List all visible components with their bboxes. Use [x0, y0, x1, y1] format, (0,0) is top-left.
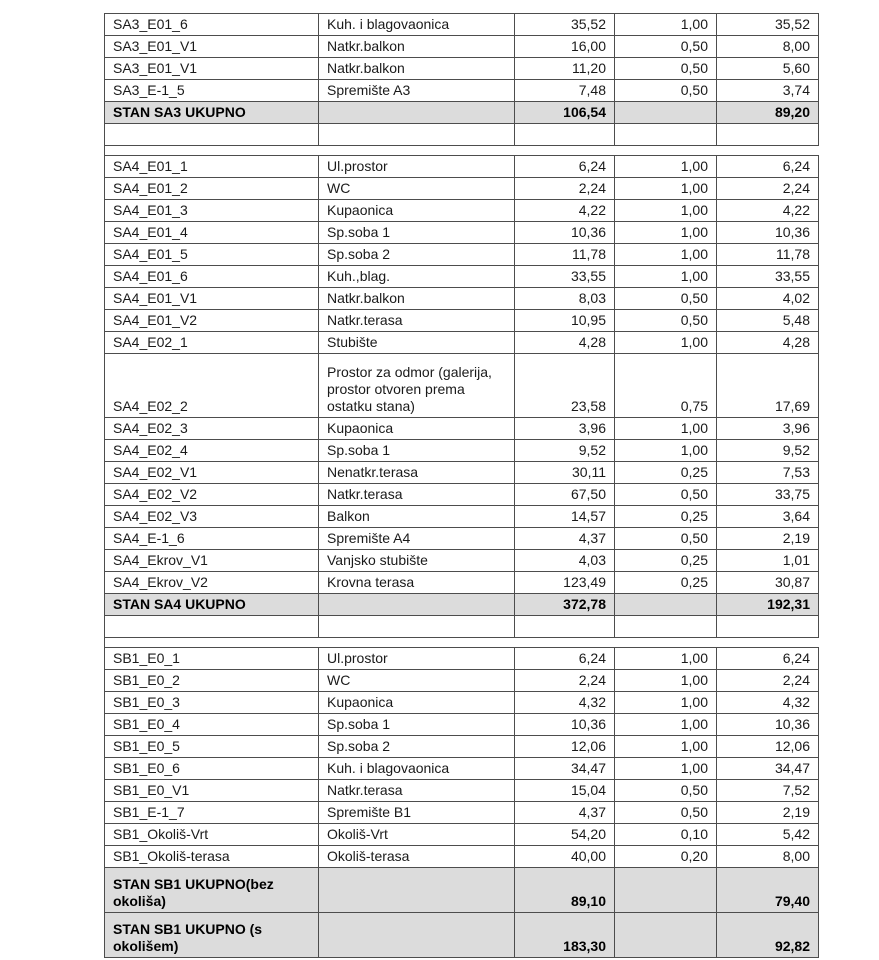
table-row — [105, 244, 819, 266]
area-cell: 4,37 — [515, 528, 615, 550]
table-row — [105, 58, 819, 80]
code-cell: SB1_E-1_7 — [105, 802, 319, 824]
empty-cell — [615, 124, 717, 146]
area-cell: 3,96 — [515, 418, 615, 440]
empty-cell — [515, 124, 615, 146]
coefficient-cell: 0,50 — [615, 36, 717, 58]
summary-label-cell: STAN SA3 UKUPNO — [105, 102, 319, 124]
description-cell: Okoliš-terasa — [319, 846, 515, 868]
spacer-row — [105, 124, 819, 146]
code-cell: SA4_E02_V2 — [105, 484, 319, 506]
area-cell: 10,95 — [515, 310, 615, 332]
table-row — [105, 156, 819, 178]
description-cell — [319, 102, 515, 124]
coefficient-cell: 0,50 — [615, 288, 717, 310]
description-cell: Spremište B1 — [319, 802, 515, 824]
reduced-area-cell: 4,32 — [717, 692, 819, 714]
area-cell: 183,30 — [515, 913, 615, 958]
reduced-area-cell: 89,20 — [717, 102, 819, 124]
table-row — [105, 14, 819, 36]
reduced-area-cell: 3,96 — [717, 418, 819, 440]
reduced-area-cell: 4,02 — [717, 288, 819, 310]
reduced-area-cell: 192,31 — [717, 594, 819, 616]
reduced-area-cell: 10,36 — [717, 222, 819, 244]
reduced-area-cell: 8,00 — [717, 846, 819, 868]
area-cell: 11,20 — [515, 58, 615, 80]
description-cell: Kuh. i blagovaonica — [319, 758, 515, 780]
description-cell: Sp.soba 2 — [319, 736, 515, 758]
reduced-area-cell: 3,64 — [717, 506, 819, 528]
reduced-area-cell: 4,22 — [717, 200, 819, 222]
empty-cell — [615, 616, 717, 638]
table-row — [105, 354, 819, 418]
description-cell: Kuh. i blagovaonica — [319, 14, 515, 36]
table-row — [105, 736, 819, 758]
reduced-area-cell: 7,52 — [717, 780, 819, 802]
coefficient-cell — [615, 913, 717, 958]
coefficient-cell: 1,00 — [615, 418, 717, 440]
description-cell: Stubište — [319, 332, 515, 354]
area-cell: 4,03 — [515, 550, 615, 572]
area-calculation-table — [104, 13, 818, 958]
reduced-area-cell: 2,24 — [717, 670, 819, 692]
table-row — [105, 484, 819, 506]
area-cell: 15,04 — [515, 780, 615, 802]
code-cell: SB1_E0_2 — [105, 670, 319, 692]
coefficient-cell: 1,00 — [615, 244, 717, 266]
table-row — [105, 824, 819, 846]
code-cell: SA3_E01_V1 — [105, 36, 319, 58]
description-cell: Ul.prostor — [319, 156, 515, 178]
description-cell: Prostor za odmor (galerija, prostor otvoren prema ostatku stana) — [319, 354, 515, 418]
code-cell: SB1_Okoliš-Vrt — [105, 824, 319, 846]
coefficient-cell: 1,00 — [615, 670, 717, 692]
description-cell — [319, 594, 515, 616]
reduced-area-cell: 5,48 — [717, 310, 819, 332]
coefficient-cell: 0,25 — [615, 506, 717, 528]
coefficient-cell: 1,00 — [615, 178, 717, 200]
coefficient-cell: 0,50 — [615, 802, 717, 824]
coefficient-cell: 0,25 — [615, 572, 717, 594]
coefficient-cell: 0,25 — [615, 550, 717, 572]
area-cell: 35,52 — [515, 14, 615, 36]
description-cell: Nenatkr.terasa — [319, 462, 515, 484]
coefficient-cell — [615, 868, 717, 913]
table-row — [105, 200, 819, 222]
code-cell: SA4_E01_V1 — [105, 288, 319, 310]
reduced-area-cell: 1,01 — [717, 550, 819, 572]
summary-row — [105, 594, 819, 616]
description-cell: WC — [319, 178, 515, 200]
code-cell: SA4_E01_2 — [105, 178, 319, 200]
description-cell: Kupaonica — [319, 200, 515, 222]
description-cell: Natkr.balkon — [319, 36, 515, 58]
empty-cell — [319, 124, 515, 146]
table-row — [105, 178, 819, 200]
section-gap — [104, 146, 818, 155]
description-cell: Natkr.terasa — [319, 310, 515, 332]
section-table-sa3 — [104, 13, 819, 146]
code-cell: SA3_E01_6 — [105, 14, 319, 36]
area-cell: 2,24 — [515, 178, 615, 200]
table-row — [105, 572, 819, 594]
description-cell: Balkon — [319, 506, 515, 528]
empty-cell — [105, 124, 319, 146]
area-cell: 6,24 — [515, 156, 615, 178]
area-cell: 123,49 — [515, 572, 615, 594]
description-cell: Ul.prostor — [319, 648, 515, 670]
code-cell: SA3_E-1_5 — [105, 80, 319, 102]
reduced-area-cell: 17,69 — [717, 354, 819, 418]
coefficient-cell: 0,75 — [615, 354, 717, 418]
description-cell — [319, 913, 515, 958]
table-row — [105, 780, 819, 802]
coefficient-cell: 0,50 — [615, 58, 717, 80]
reduced-area-cell: 8,00 — [717, 36, 819, 58]
code-cell: SB1_E0_5 — [105, 736, 319, 758]
code-cell: SA4_E01_4 — [105, 222, 319, 244]
empty-cell — [319, 616, 515, 638]
description-cell: WC — [319, 670, 515, 692]
coefficient-cell: 1,00 — [615, 692, 717, 714]
summary-row — [105, 102, 819, 124]
reduced-area-cell: 35,52 — [717, 14, 819, 36]
code-cell: SA4_Ekrov_V1 — [105, 550, 319, 572]
area-cell: 34,47 — [515, 758, 615, 780]
table-row — [105, 648, 819, 670]
code-cell: SB1_Okoliš-terasa — [105, 846, 319, 868]
code-cell: SA4_E01_1 — [105, 156, 319, 178]
reduced-area-cell: 4,28 — [717, 332, 819, 354]
description-cell — [319, 868, 515, 913]
table-row — [105, 714, 819, 736]
table-row — [105, 758, 819, 780]
reduced-area-cell: 10,36 — [717, 714, 819, 736]
code-cell: SA4_E01_V2 — [105, 310, 319, 332]
table-row — [105, 418, 819, 440]
empty-cell — [717, 616, 819, 638]
code-cell: SA4_E02_V1 — [105, 462, 319, 484]
area-cell: 4,37 — [515, 802, 615, 824]
area-cell: 6,24 — [515, 648, 615, 670]
coefficient-cell: 1,00 — [615, 758, 717, 780]
section-table-sa4 — [104, 155, 819, 638]
code-cell: SB1_E0_V1 — [105, 780, 319, 802]
summary-label-cell: STAN SA4 UKUPNO — [105, 594, 319, 616]
coefficient-cell: 1,00 — [615, 14, 717, 36]
table-row — [105, 332, 819, 354]
code-cell: SA4_E01_5 — [105, 244, 319, 266]
empty-cell — [515, 616, 615, 638]
coefficient-cell: 1,00 — [615, 222, 717, 244]
coefficient-cell: 0,50 — [615, 780, 717, 802]
description-cell: Kuh.,blag. — [319, 266, 515, 288]
summary-label-cell: STAN SB1 UKUPNO (s okolišem) — [105, 913, 319, 958]
code-cell: SA4_E02_V3 — [105, 506, 319, 528]
coefficient-cell — [615, 102, 717, 124]
description-cell: Natkr.terasa — [319, 780, 515, 802]
coefficient-cell: 1,00 — [615, 266, 717, 288]
reduced-area-cell: 5,60 — [717, 58, 819, 80]
area-cell: 372,78 — [515, 594, 615, 616]
reduced-area-cell: 33,55 — [717, 266, 819, 288]
area-cell: 23,58 — [515, 354, 615, 418]
area-cell: 9,52 — [515, 440, 615, 462]
description-cell: Natkr.terasa — [319, 484, 515, 506]
table-body — [105, 156, 819, 638]
area-cell: 4,28 — [515, 332, 615, 354]
table-row — [105, 462, 819, 484]
code-cell: SA4_E01_6 — [105, 266, 319, 288]
coefficient-cell: 1,00 — [615, 648, 717, 670]
reduced-area-cell: 12,06 — [717, 736, 819, 758]
area-cell: 11,78 — [515, 244, 615, 266]
reduced-area-cell: 79,40 — [717, 868, 819, 913]
table-row — [105, 222, 819, 244]
description-cell: Sp.soba 2 — [319, 244, 515, 266]
summary-label-cell: STAN SB1 UKUPNO(bez okoliša) — [105, 868, 319, 913]
table-row — [105, 288, 819, 310]
table-body — [105, 648, 819, 958]
reduced-area-cell: 6,24 — [717, 156, 819, 178]
empty-cell — [105, 616, 319, 638]
area-cell: 89,10 — [515, 868, 615, 913]
description-cell: Sp.soba 1 — [319, 440, 515, 462]
coefficient-cell: 0,10 — [615, 824, 717, 846]
code-cell: SA4_Ekrov_V2 — [105, 572, 319, 594]
area-cell: 7,48 — [515, 80, 615, 102]
area-cell: 14,57 — [515, 506, 615, 528]
description-cell: Sp.soba 1 — [319, 222, 515, 244]
description-cell: Kupaonica — [319, 692, 515, 714]
code-cell: SA4_E02_4 — [105, 440, 319, 462]
reduced-area-cell: 5,42 — [717, 824, 819, 846]
area-cell: 4,32 — [515, 692, 615, 714]
table-row — [105, 80, 819, 102]
area-cell: 12,06 — [515, 736, 615, 758]
coefficient-cell: 1,00 — [615, 332, 717, 354]
area-cell: 40,00 — [515, 846, 615, 868]
coefficient-cell: 1,00 — [615, 736, 717, 758]
coefficient-cell: 0,50 — [615, 484, 717, 506]
area-cell: 33,55 — [515, 266, 615, 288]
coefficient-cell: 1,00 — [615, 156, 717, 178]
description-cell: Kupaonica — [319, 418, 515, 440]
coefficient-cell: 0,50 — [615, 310, 717, 332]
area-cell: 2,24 — [515, 670, 615, 692]
summary-row — [105, 913, 819, 958]
reduced-area-cell: 33,75 — [717, 484, 819, 506]
description-cell: Okoliš-Vrt — [319, 824, 515, 846]
code-cell: SA4_E02_3 — [105, 418, 319, 440]
code-cell: SA3_E01_V1 — [105, 58, 319, 80]
coefficient-cell: 0,25 — [615, 462, 717, 484]
reduced-area-cell: 92,82 — [717, 913, 819, 958]
area-cell: 106,54 — [515, 102, 615, 124]
reduced-area-cell: 11,78 — [717, 244, 819, 266]
coefficient-cell: 1,00 — [615, 200, 717, 222]
spacer-row — [105, 616, 819, 638]
table-row — [105, 692, 819, 714]
table-row — [105, 670, 819, 692]
reduced-area-cell: 7,53 — [717, 462, 819, 484]
reduced-area-cell: 3,74 — [717, 80, 819, 102]
area-cell: 8,03 — [515, 288, 615, 310]
coefficient-cell: 0,50 — [615, 528, 717, 550]
area-cell: 54,20 — [515, 824, 615, 846]
table-row — [105, 506, 819, 528]
code-cell: SB1_E0_4 — [105, 714, 319, 736]
table-row — [105, 440, 819, 462]
reduced-area-cell: 6,24 — [717, 648, 819, 670]
reduced-area-cell: 2,19 — [717, 528, 819, 550]
description-cell: Natkr.balkon — [319, 288, 515, 310]
coefficient-cell — [615, 594, 717, 616]
coefficient-cell: 1,00 — [615, 440, 717, 462]
area-cell: 10,36 — [515, 222, 615, 244]
table-row — [105, 36, 819, 58]
code-cell: SA4_E01_3 — [105, 200, 319, 222]
description-cell: Sp.soba 1 — [319, 714, 515, 736]
area-cell: 30,11 — [515, 462, 615, 484]
table-body — [105, 14, 819, 146]
coefficient-cell: 0,50 — [615, 80, 717, 102]
section-gap — [104, 638, 818, 647]
area-cell: 16,00 — [515, 36, 615, 58]
table-row — [105, 802, 819, 824]
code-cell: SA4_E-1_6 — [105, 528, 319, 550]
reduced-area-cell: 34,47 — [717, 758, 819, 780]
table-row — [105, 550, 819, 572]
table-row — [105, 310, 819, 332]
reduced-area-cell: 2,19 — [717, 802, 819, 824]
description-cell: Natkr.balkon — [319, 58, 515, 80]
code-cell: SA4_E02_2 — [105, 354, 319, 418]
section-table-sb1 — [104, 647, 819, 958]
coefficient-cell: 0,20 — [615, 846, 717, 868]
description-cell: Spremište A4 — [319, 528, 515, 550]
area-cell: 67,50 — [515, 484, 615, 506]
reduced-area-cell: 9,52 — [717, 440, 819, 462]
area-cell: 10,36 — [515, 714, 615, 736]
description-cell: Krovna terasa — [319, 572, 515, 594]
reduced-area-cell: 2,24 — [717, 178, 819, 200]
code-cell: SA4_E02_1 — [105, 332, 319, 354]
table-row — [105, 846, 819, 868]
summary-row — [105, 868, 819, 913]
code-cell: SB1_E0_3 — [105, 692, 319, 714]
table-row — [105, 528, 819, 550]
description-cell: Vanjsko stubište — [319, 550, 515, 572]
code-cell: SB1_E0_6 — [105, 758, 319, 780]
coefficient-cell: 1,00 — [615, 714, 717, 736]
empty-cell — [717, 124, 819, 146]
area-cell: 4,22 — [515, 200, 615, 222]
reduced-area-cell: 30,87 — [717, 572, 819, 594]
table-row — [105, 266, 819, 288]
code-cell: SB1_E0_1 — [105, 648, 319, 670]
description-cell: Spremište A3 — [319, 80, 515, 102]
